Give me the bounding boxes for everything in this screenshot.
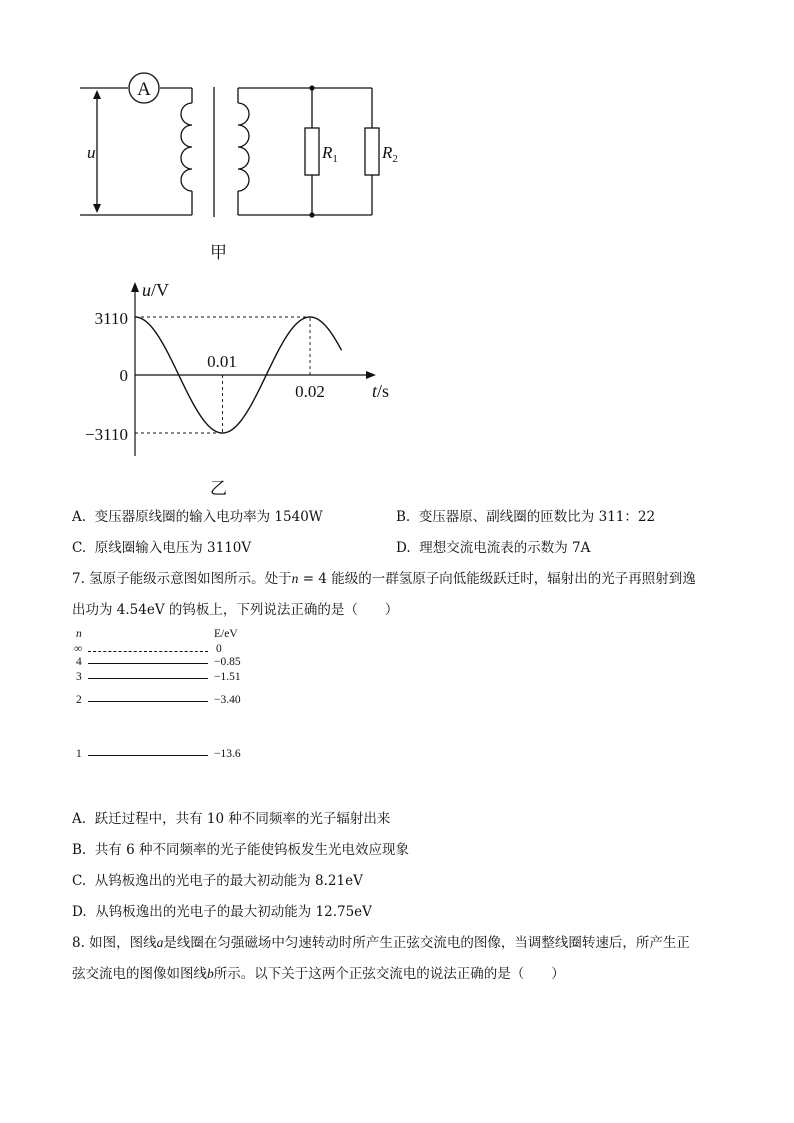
q7-option-a[interactable]: A. 跃迁过程中，共有 10 种不同频率的光子辐射出来 xyxy=(72,811,391,827)
level-label-3: 3 xyxy=(76,671,82,683)
q6-option-a[interactable]: A. 变压器原线圈的输入电功率为 1540W xyxy=(72,509,323,525)
transformer-circuit-diagram xyxy=(0,0,794,270)
level-label-2: 2 xyxy=(76,694,82,706)
caption-jia: 甲 xyxy=(210,243,227,263)
level-energy-3: −1.51 xyxy=(214,671,241,683)
q7-option-b[interactable]: B. 共有 6 种不同频率的光子能使钨板发生光电效应现象 xyxy=(72,842,409,858)
voltage-waveform-chart xyxy=(0,270,794,470)
level-label-1: 1 xyxy=(76,748,82,760)
level-line-1 xyxy=(88,755,208,756)
e-header: E/eV xyxy=(214,628,238,640)
caption-yi: 乙 xyxy=(210,479,227,499)
q6-option-d[interactable]: D. 理想交流电流表的示数为 7A xyxy=(396,540,591,556)
q7-option-c[interactable]: C. 从钨板逸出的光电子的最大初动能为 8.21eV xyxy=(72,873,363,889)
level-energy-1: −13.6 xyxy=(214,748,241,760)
level-energy-4: −0.85 xyxy=(214,656,241,668)
r1-label: $R_1$ xyxy=(322,143,338,165)
resistor-r2 xyxy=(365,128,379,175)
level-label-4: 4 xyxy=(76,656,82,668)
n-header: n xyxy=(76,628,82,640)
level-energy-inf: 0 xyxy=(216,643,222,655)
q7-option-d[interactable]: D. 从钨板逸出的光电子的最大初动能为 12.75eV xyxy=(72,904,372,920)
level-line-3 xyxy=(88,678,208,679)
level-line-inf xyxy=(88,651,208,652)
y-axis-label: u/V xyxy=(142,280,169,300)
y-tick-label-top: 3110 xyxy=(94,309,128,328)
q6-option-c[interactable]: C. 原线圈输入电压为 3110V xyxy=(72,540,252,556)
q7-stem-line2: 出功为 4.54eV 的钨板上，下列说法正确的是（ ） xyxy=(72,602,399,618)
x-tick-label-0-02: 0.02 xyxy=(295,382,325,401)
level-label-inf: ∞ xyxy=(74,643,83,655)
q8-stem-line2: 弦交流电的图像如图线b所示。以下关于这两个正弦交流电的说法正确的是（ ） xyxy=(72,966,565,982)
q7-stem-line1: 7. 氢原子能级示意图如图所示。处于n = 4 能级的一群氢原子向低能级跃迁时，辐射出的光子再照射到逸 xyxy=(72,571,696,587)
level-energy-2: −3.40 xyxy=(214,694,241,706)
x-tick-label-0-01: 0.01 xyxy=(207,352,237,371)
q8-stem-line1: 8. 如图，图线a是线圈在匀强磁场中匀速转动时所产生正弦交流电的图像，当调整线圈转速后，所产生正 xyxy=(72,935,690,951)
resistor-r1 xyxy=(305,128,319,175)
q6-option-b[interactable]: B. 变压器原、副线圈的匝数比为 311：22 xyxy=(396,509,656,525)
y-tick-label-bottom: −3110 xyxy=(85,425,128,444)
voltage-label: u xyxy=(87,143,96,162)
level-line-2 xyxy=(88,701,208,702)
ammeter-label: A xyxy=(137,79,151,100)
x-axis-label: t/s xyxy=(372,381,390,401)
level-line-4 xyxy=(88,663,208,664)
y-tick-label-zero: 0 xyxy=(119,366,128,385)
r2-label: $R_2$ xyxy=(382,143,398,165)
